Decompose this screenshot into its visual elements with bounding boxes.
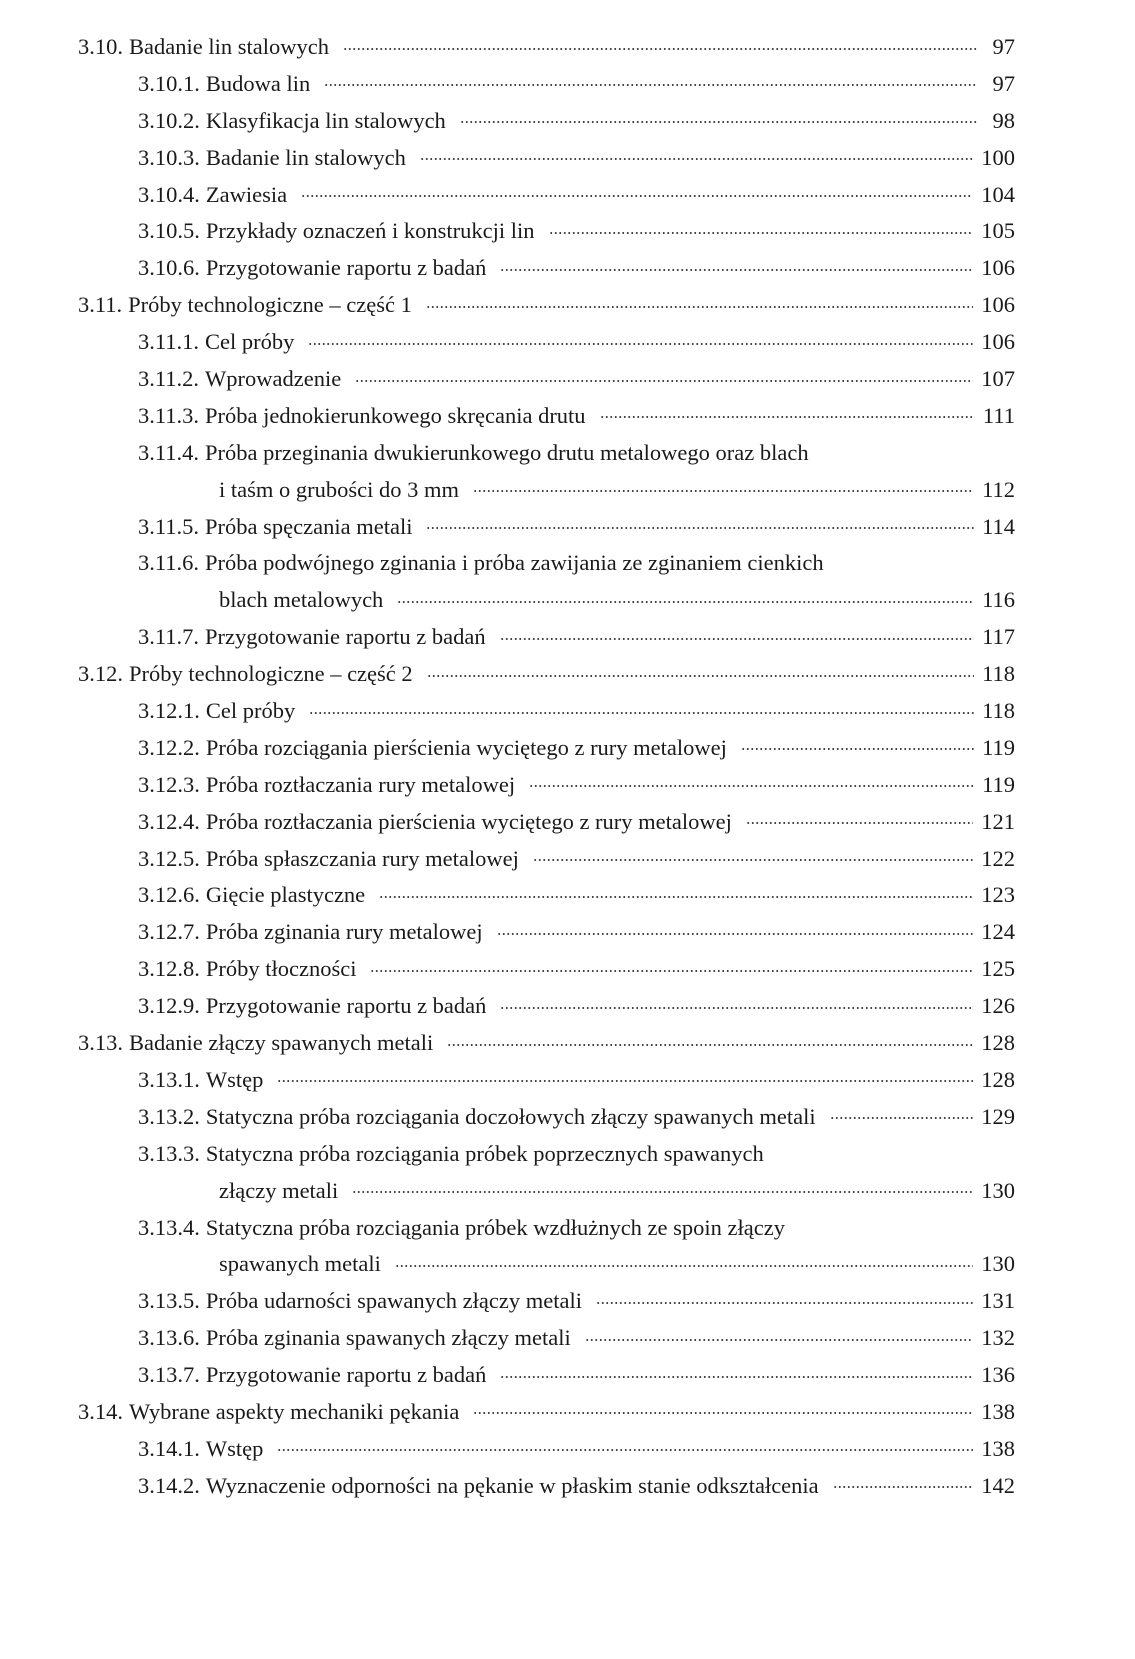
entry-page-number: 123 xyxy=(981,882,1015,908)
entry-page-number: 116 xyxy=(982,587,1015,613)
entry-page-number: 126 xyxy=(981,993,1015,1019)
entry-title: Wybrane aspekty mechaniki pękania xyxy=(129,1398,460,1424)
dot-leader xyxy=(585,1324,974,1347)
entry-page-number: 119 xyxy=(982,771,1015,797)
entry-title: Próba spęczania metali xyxy=(205,513,413,539)
entry-title: Budowa lin xyxy=(205,70,311,96)
entry-number: 3.10.2. xyxy=(138,107,200,133)
toc-subsection-entry[interactable] xyxy=(78,1099,1015,1136)
entry-number: 3.11.3. xyxy=(138,402,200,428)
toc-section-entry[interactable] xyxy=(78,656,1015,693)
entry-number: 3.11.1. xyxy=(138,329,200,355)
toc-subsection-entry[interactable] xyxy=(78,767,1015,804)
entry-page-number: 122 xyxy=(981,845,1015,871)
entry-number: 3.11.7. xyxy=(138,624,200,650)
toc-subsection-entry[interactable] xyxy=(78,693,1015,730)
entry-number: 3.12.5. xyxy=(138,845,200,871)
entry-number: 3.13.3. xyxy=(138,1140,200,1166)
entry-number: 3.12.9. xyxy=(138,993,200,1019)
dot-leader xyxy=(549,217,974,240)
entry-page-number: 106 xyxy=(981,255,1015,281)
entry-title: Statyczna próba rozciągania próbek wzdłużnych ze spoin złączy xyxy=(205,1214,785,1240)
entry-title: Badanie złączy spawanych metali xyxy=(129,1030,434,1056)
entry-number: 3.11. xyxy=(78,292,123,318)
dot-leader xyxy=(447,1029,973,1052)
entry-page-number: 106 xyxy=(981,329,1015,355)
entry-title: Statyczna próba rozciągania doczołowych złączy spawanych metali xyxy=(205,1103,816,1129)
dot-leader xyxy=(746,807,973,830)
entry-number: 3.10.4. xyxy=(138,181,200,207)
toc-subsection-entry[interactable] xyxy=(78,1468,1015,1505)
entry-number: 3.13.1. xyxy=(138,1066,200,1092)
entry-number: 3.12.8. xyxy=(138,956,200,982)
toc-subsection-entry[interactable] xyxy=(78,361,1015,398)
entry-number: 3.13.4. xyxy=(138,1214,200,1240)
toc-entry-continuation[interactable] xyxy=(78,582,1015,619)
entry-title: Cel próby xyxy=(205,329,295,355)
dot-leader xyxy=(500,1361,973,1384)
dot-leader xyxy=(427,660,974,683)
toc-subsection-entry[interactable] xyxy=(78,545,1015,582)
entry-number: 3.13.5. xyxy=(138,1288,200,1314)
entry-title: Wstęp xyxy=(205,1066,264,1092)
toc-subsection-entry[interactable] xyxy=(78,1062,1015,1099)
entry-number: 3.10.6. xyxy=(138,255,200,281)
entry-page-number: 100 xyxy=(981,144,1015,170)
dot-leader xyxy=(420,143,973,166)
toc-subsection-entry[interactable] xyxy=(78,140,1015,177)
dot-leader xyxy=(395,1250,973,1273)
dot-leader xyxy=(460,106,977,129)
entry-number: 3.12.3. xyxy=(138,771,200,797)
entry-number: 3.12.2. xyxy=(138,734,200,760)
entry-page-number: 97 xyxy=(992,34,1015,59)
entry-title: Próby technologiczne – część 2 xyxy=(129,661,413,687)
entry-title: Klasyfikacja lin stalowych xyxy=(205,107,446,133)
toc-subsection-entry[interactable] xyxy=(78,1320,1015,1357)
dot-leader xyxy=(830,1102,974,1125)
entry-title-continuation: i taśm o grubości do 3 mm xyxy=(219,476,459,502)
entry-page-number: 128 xyxy=(981,1030,1015,1056)
dot-leader xyxy=(596,1287,973,1310)
entry-page-number: 136 xyxy=(981,1362,1015,1388)
entry-title: Zawiesia xyxy=(205,181,288,207)
toc-subsection-entry[interactable] xyxy=(78,914,1015,951)
dot-leader xyxy=(500,623,975,646)
entry-number: 3.11.6. xyxy=(138,550,200,576)
toc-subsection-entry[interactable] xyxy=(78,988,1015,1025)
toc-subsection-entry[interactable] xyxy=(78,324,1015,361)
dot-leader xyxy=(309,697,974,720)
entry-page-number: 138 xyxy=(981,1398,1015,1424)
dot-leader xyxy=(301,180,973,203)
toc-section-entry[interactable] xyxy=(78,29,1015,66)
toc-subsection-entry[interactable] xyxy=(78,435,1015,472)
toc-entry-continuation[interactable] xyxy=(78,1173,1015,1210)
entry-number: 3.13.6. xyxy=(138,1325,200,1351)
entry-title: Gięcie plastyczne xyxy=(205,882,366,908)
entry-page-number: 129 xyxy=(981,1103,1015,1129)
toc-subsection-entry[interactable] xyxy=(78,951,1015,988)
dot-leader xyxy=(529,770,974,793)
toc-subsection-entry[interactable] xyxy=(78,213,1015,250)
toc-subsection-entry[interactable] xyxy=(78,177,1015,214)
table-of-contents xyxy=(78,29,1015,1505)
dot-leader xyxy=(600,401,975,424)
entry-page-number: 138 xyxy=(981,1435,1015,1461)
toc-subsection-entry[interactable] xyxy=(78,1357,1015,1394)
dot-leader xyxy=(426,512,974,535)
toc-section-entry[interactable] xyxy=(78,287,1015,324)
toc-subsection-entry[interactable] xyxy=(78,804,1015,841)
entry-title: Cel próby xyxy=(205,698,296,724)
toc-subsection-entry[interactable] xyxy=(78,1431,1015,1468)
dot-leader xyxy=(277,1065,973,1088)
dot-leader xyxy=(324,69,977,92)
entry-title: Próba spłaszczania rury metalowej xyxy=(205,845,519,871)
entry-title: Wprowadzenie xyxy=(205,366,342,392)
entry-title: Próba przeginania dwukierunkowego drutu metalowego oraz blach xyxy=(205,439,809,465)
entry-number: 3.13.2. xyxy=(138,1103,200,1129)
entry-page-number: 121 xyxy=(981,808,1015,834)
entry-page-number: 124 xyxy=(981,919,1015,945)
entry-page-number: 117 xyxy=(982,624,1015,650)
entry-number: 3.11.5. xyxy=(138,513,200,539)
dot-leader xyxy=(352,1176,973,1199)
dot-leader xyxy=(473,1397,973,1420)
dot-leader xyxy=(741,733,974,756)
toc-subsection-entry[interactable] xyxy=(78,841,1015,878)
cropped-page-header xyxy=(30,0,590,6)
entry-title: Próba jednokierunkowego skręcania drutu xyxy=(205,402,586,428)
entry-number: 3.10.3. xyxy=(138,144,200,170)
toc-subsection-entry[interactable] xyxy=(78,1136,1015,1173)
entry-number: 3.12.7. xyxy=(138,919,200,945)
dot-leader xyxy=(277,1434,973,1457)
dot-leader xyxy=(426,291,973,314)
toc-subsection-entry[interactable] xyxy=(78,509,1015,546)
entry-number: 3.14.2. xyxy=(138,1472,200,1498)
entry-page-number: 114 xyxy=(982,513,1015,539)
dot-leader xyxy=(379,881,973,904)
toc-subsection-entry[interactable] xyxy=(78,250,1015,287)
entry-title: Próba rozciągania pierścienia wyciętego z rury metalowej xyxy=(205,734,727,760)
entry-page-number: 104 xyxy=(981,181,1015,207)
dot-leader xyxy=(355,365,973,388)
entry-title: Próba zginania spawanych złączy metali xyxy=(205,1325,571,1351)
entry-page-number: 125 xyxy=(981,956,1015,982)
dot-leader xyxy=(533,844,973,867)
toc-subsection-entry[interactable] xyxy=(78,103,1015,140)
dot-leader xyxy=(308,328,973,351)
toc-entry-continuation[interactable] xyxy=(78,1246,1015,1283)
entry-title: Przykłady oznaczeń i konstrukcji lin xyxy=(205,218,535,244)
toc-section-entry[interactable] xyxy=(78,1025,1015,1062)
entry-page-number: 132 xyxy=(981,1325,1015,1351)
dot-leader xyxy=(370,955,973,978)
entry-title: Przygotowanie raportu z badań xyxy=(205,1362,487,1388)
entry-title-continuation: złączy metali xyxy=(219,1177,339,1203)
entry-title: Statyczna próba rozciągania próbek poprzecznych spawanych xyxy=(205,1140,764,1166)
entry-title: Próba zginania rury metalowej xyxy=(205,919,483,945)
toc-subsection-entry[interactable] xyxy=(78,66,1015,103)
entry-page-number: 111 xyxy=(982,402,1015,428)
entry-title: Badanie lin stalowych xyxy=(205,144,406,170)
dot-leader xyxy=(397,586,974,609)
entry-page-number: 130 xyxy=(981,1251,1015,1277)
entry-title: Wyznaczenie odporności na pękanie w płaskim stanie odkształcenia xyxy=(205,1472,819,1498)
entry-page-number: 106 xyxy=(981,292,1015,318)
entry-number: 3.12.4. xyxy=(138,808,200,834)
entry-page-number: 142 xyxy=(981,1472,1015,1498)
entry-page-number: 105 xyxy=(981,218,1015,244)
entry-page-number: 128 xyxy=(981,1066,1015,1092)
toc-subsection-entry[interactable] xyxy=(78,1210,1015,1247)
entry-title: Próby tłoczności xyxy=(205,956,357,982)
toc-entry-continuation[interactable] xyxy=(78,472,1015,509)
dot-leader xyxy=(500,992,973,1015)
entry-number: 3.10.5. xyxy=(138,218,200,244)
entry-title: Przygotowanie raportu z badań xyxy=(205,255,487,281)
entry-page-number: 130 xyxy=(981,1177,1015,1203)
entry-page-number: 98 xyxy=(992,107,1015,133)
entry-number: 3.10.1. xyxy=(138,70,200,96)
entry-page-number: 131 xyxy=(981,1288,1015,1314)
entry-title: Próba udarności spawanych złączy metali xyxy=(205,1288,582,1314)
entry-number: 3.12. xyxy=(78,661,123,687)
entry-page-number: 118 xyxy=(982,698,1015,724)
entry-page-number: 97 xyxy=(992,70,1015,96)
toc-subsection-entry[interactable] xyxy=(78,619,1015,656)
toc-section-entry[interactable] xyxy=(78,1394,1015,1431)
entry-number: 3.12.6. xyxy=(138,882,200,908)
entry-number: 3.13.7. xyxy=(138,1362,200,1388)
entry-title: Próba roztłaczania pierścienia wyciętego z rury metalowej xyxy=(205,808,732,834)
entry-title: Wstęp xyxy=(205,1435,264,1461)
entry-number: 3.12.1. xyxy=(138,698,200,724)
entry-title-continuation: spawanych metali xyxy=(219,1251,381,1277)
entry-page-number: 112 xyxy=(982,476,1015,502)
dot-leader xyxy=(833,1471,974,1494)
entry-number: 3.11.4. xyxy=(138,439,200,465)
toc-subsection-entry[interactable] xyxy=(78,1283,1015,1320)
entry-number: 3.14. xyxy=(78,1398,123,1424)
entry-page-number: 119 xyxy=(982,734,1015,760)
dot-leader xyxy=(500,254,973,277)
entry-number: 3.14.1. xyxy=(138,1435,200,1461)
entry-title: Próba roztłaczania rury metalowej xyxy=(205,771,516,797)
toc-subsection-entry[interactable] xyxy=(78,877,1015,914)
dot-leader xyxy=(473,475,974,498)
entry-title: Próba podwójnego zginania i próba zawijania ze zginaniem cienkich xyxy=(205,550,824,576)
toc-subsection-entry[interactable] xyxy=(78,398,1015,435)
entry-title-continuation: blach metalowych xyxy=(219,587,384,613)
entry-title: Przygotowanie raportu z badań xyxy=(205,624,486,650)
entry-title: Przygotowanie raportu z badań xyxy=(205,993,487,1019)
entry-number: 3.13. xyxy=(78,1030,123,1056)
entry-page-number: 107 xyxy=(981,366,1015,392)
entry-number: 3.11.2. xyxy=(138,366,200,392)
dot-leader xyxy=(497,918,974,941)
entry-title: Próby technologiczne – część 1 xyxy=(128,292,412,318)
dot-leader xyxy=(343,33,977,56)
entry-number: 3.10. xyxy=(78,34,123,59)
entry-page-number: 118 xyxy=(982,661,1015,687)
entry-title: Badanie lin stalowych xyxy=(129,34,329,59)
toc-subsection-entry[interactable] xyxy=(78,730,1015,767)
